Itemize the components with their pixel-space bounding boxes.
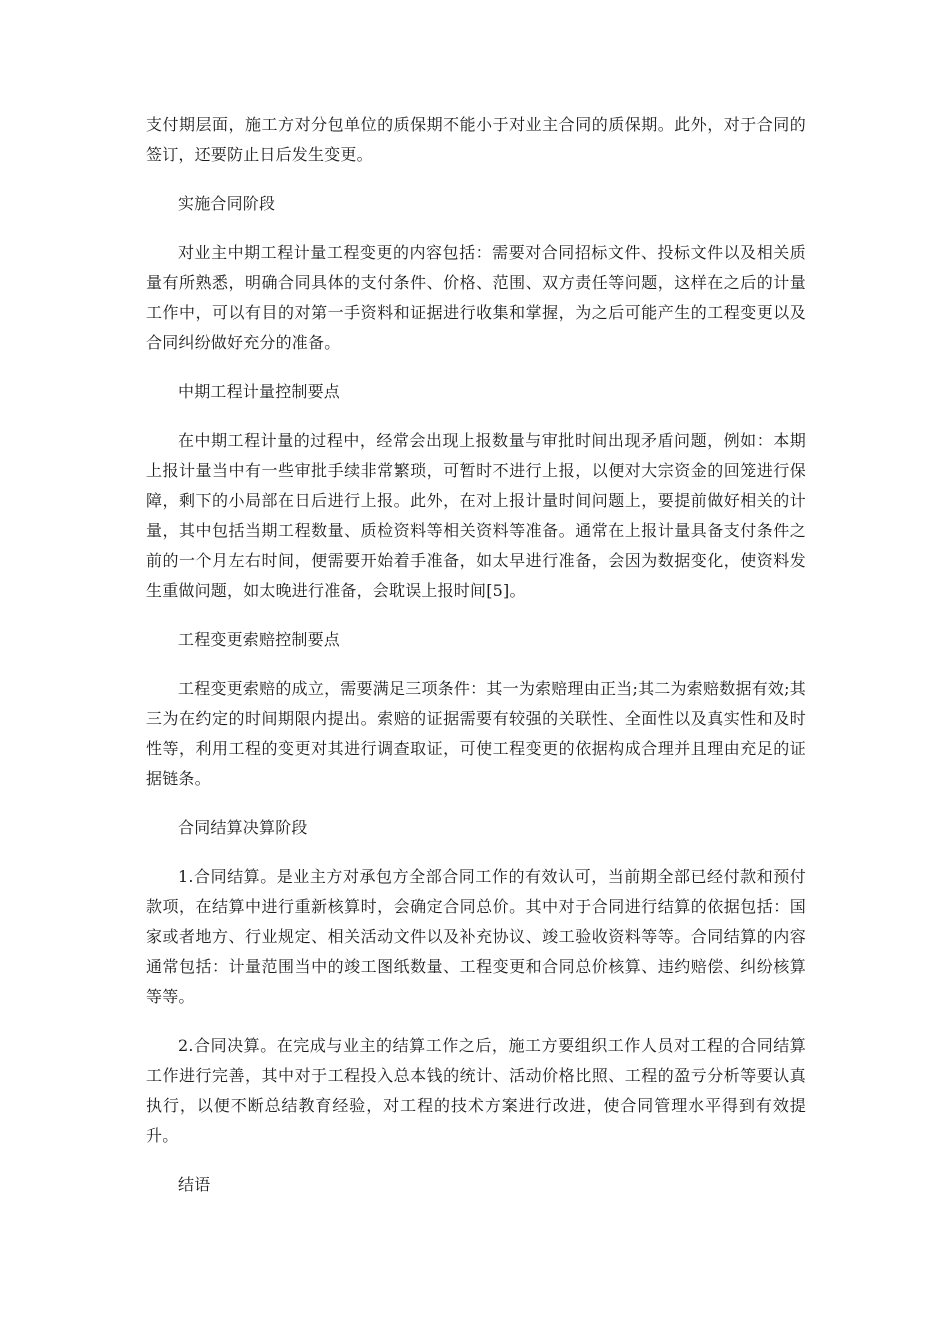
heading-settlement-stage: 合同结算决算阶段 (178, 818, 308, 837)
heading-conclusion: 结语 (178, 1175, 211, 1194)
heading-change-claims: 工程变更索赔控制要点 (178, 630, 341, 649)
paragraph-change-claims: 工程变更索赔的成立，需要满足三项条件：其一为索赔理由正当;其二为索赔数据有效;其三为在约定的时间期限内提出。索赔的证据需要有较强的关联性、全面性以及真实性和及时性等，利用工程的变更对其进行调查取证，可使工程变更的依据构成合理并且理由充足的证据链条。 (146, 679, 806, 788)
heading-interim-measurement: 中期工程计量控制要点 (178, 382, 341, 401)
document-page (146, 110, 806, 1219)
paragraph-measurement-change-content: 对业主中期工程计量工程变更的内容包括：需要对合同招标文件、投标文件以及相关质量有所熟悉，明确合同具体的支付条件、价格、范围、双方责任等问题，这样在之后的计量工作中，可以有目的对第一手资料和证据进行收集和掌握，为之后可能产生的工程变更以及合同纠纷做好充分的准备。 (146, 243, 806, 352)
heading-contract-implementation: 实施合同阶段 (178, 194, 276, 213)
paragraph-interim-measurement: 在中期工程计量的过程中，经常会出现上报数量与审批时间出现矛盾问题，例如：本期上报计量当中有一些审批手续非常繁琐，可暂时不进行上报，以便对大宗资金的回笼进行保障，剩下的小局部在日后进行上报。此外，在对上报计量时间问题上，要提前做好相关的计量，其中包括当期工程数量、质检资料等相关资料等准备。通常在上报计量具备支付条件之前的一个月左右时间，便需要开始着手准备，如太早进行准备，会因为数据变化，使资料发生重做问题，如太晚进行准备，会耽误上报时间[5]。 (146, 431, 806, 600)
paragraph-payment-period: 支付期层面，施工方对分包单位的质保期不能小于对业主合同的质保期。此外，对于合同的签订，还要防止日后发生变更。 (146, 115, 806, 164)
paragraph-contract-settlement: 1.合同结算。是业主方对承包方全部合同工作的有效认可，当前期全部已经付款和预付款项，在结算中进行重新核算时，会确定合同总价。其中对于合同进行结算的依据包括：国家或者地方、行业规定、相关活动文件以及补充协议、竣工验收资料等等。合同结算的内容通常包括：计量范围当中的竣工图纸数量、工程变更和合同总价核算、违约赔偿、纠纷核算等等。 (146, 867, 806, 1006)
paragraph-final-accounts: 2.合同决算。在完成与业主的结算工作之后，施工方要组织工作人员对工程的合同结算工作进行完善，其中对于工程投入总本钱的统计、活动价格比照、工程的盈亏分析等要认真执行，以便不断总结教育经验，对工程的技术方案进行改进，使合同管理水平得到有效提升。 (146, 1036, 806, 1145)
